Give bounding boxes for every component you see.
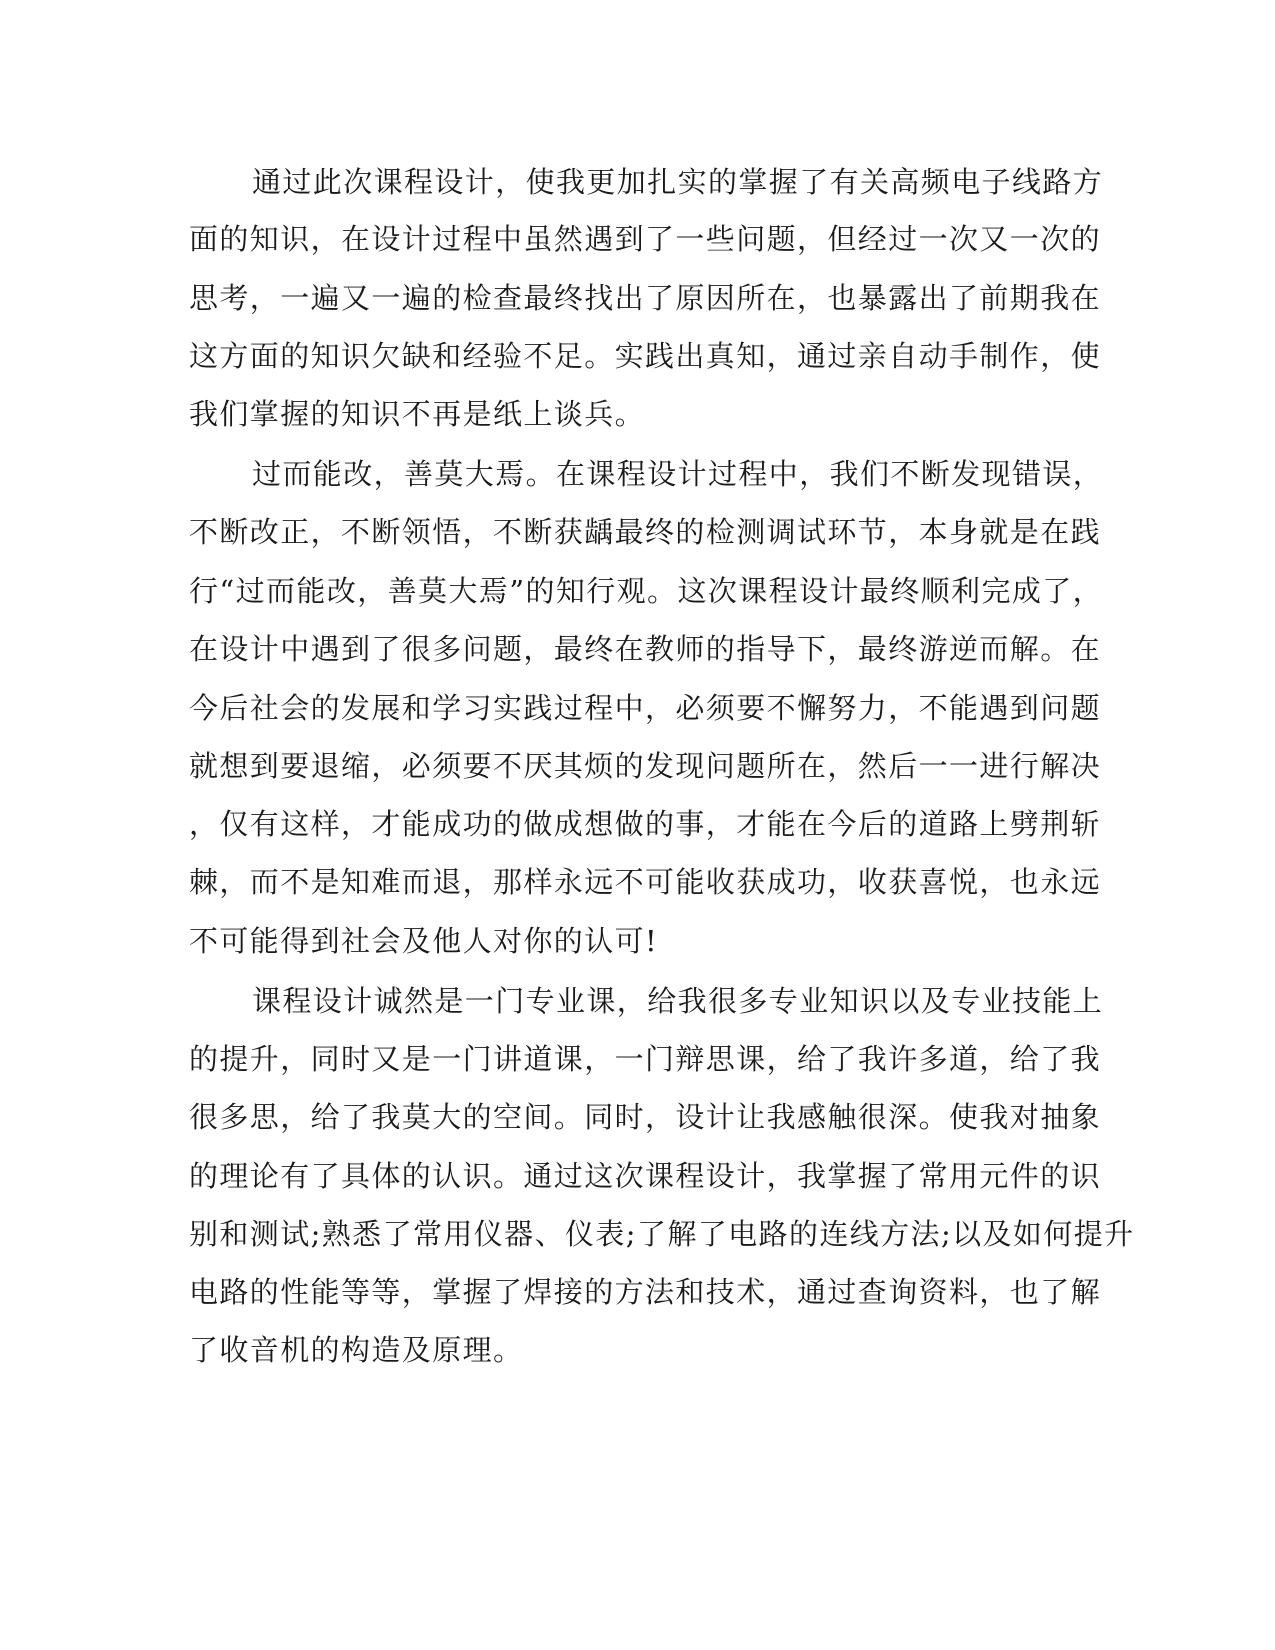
paragraph-2-line-6: 就想到要退缩，必须要不厌其烦的发现问题所在，然后一一进行解决 <box>189 749 1102 783</box>
paragraph-2-line-1: 过而能改，善莫大焉。在课程设计过程中，我们不断发现错误， <box>252 457 1104 491</box>
paragraph-3-line-6: 电路的性能等等，掌握了焊接的方法和技术，通过查询资料，也了解 <box>189 1275 1102 1309</box>
paragraph-2-line-2: 不断改正，不断领悟，不断获龋最终的检测调试环节，本身就是在践 <box>189 515 1102 549</box>
paragraph-1-line-3: 思考，一遍又一遍的检查最终找出了原因所在，也暴露出了前期我在 <box>189 281 1102 315</box>
paragraph-3-line-7: 了收音机的构造及原理。 <box>189 1333 524 1367</box>
paragraph-3-line-1: 课程设计诚然是一门专业课，给我很多专业知识以及专业技能上 <box>252 984 1104 1018</box>
paragraph-1-line-1: 通过此次课程设计，使我更加扎实的掌握了有关高频电子线路方 <box>252 165 1104 199</box>
paragraph-3-line-4: 的理论有了具体的认识。通过这次课程设计，我掌握了常用元件的识 <box>189 1159 1102 1193</box>
paragraph-2-line-5: 今后社会的发展和学习实践过程中，必须要不懈努力，不能遇到问题 <box>189 691 1102 725</box>
paragraph-3-line-5: 别和测试;熟悉了常用仪器、仪表;了解了电路的连线方法;以及如何提升 <box>189 1217 1135 1251</box>
paragraph-1-line-5: 我们掌握的知识不再是纸上谈兵。 <box>189 397 646 431</box>
paragraph-2-line-9: 不可能得到社会及他人对你的认可! <box>189 924 659 958</box>
paragraph-2-line-3: 行“过而能改，善莫大焉”的知行观。这次课程设计最终顺利完成了， <box>189 574 1104 608</box>
paragraph-1-line-2: 面的知识，在设计过程中虽然遇到了一些问题，但经过一次又一次的 <box>189 222 1102 256</box>
paragraph-3-line-3: 很多思，给了我莫大的空间。同时，设计让我感触很深。使我对抽象 <box>189 1100 1102 1134</box>
paragraph-3-line-2: 的提升，同时又是一门讲道课，一门辩思课，给了我许多道，给了我 <box>189 1042 1102 1076</box>
paragraph-2-line-8: 棘，而不是知难而退，那样永远不可能收获成功，收获喜悦，也永远 <box>189 865 1102 899</box>
paragraph-1-line-4: 这方面的知识欠缺和经验不足。实践出真知，通过亲自动手制作，使 <box>189 339 1102 373</box>
paragraph-2-line-4: 在设计中遇到了很多问题，最终在教师的指导下，最终游逆而解。在 <box>189 632 1102 666</box>
paragraph-2-line-7: ，仅有这样，才能成功的做成想做的事，才能在今后的道路上劈荆斩 <box>189 807 1102 841</box>
